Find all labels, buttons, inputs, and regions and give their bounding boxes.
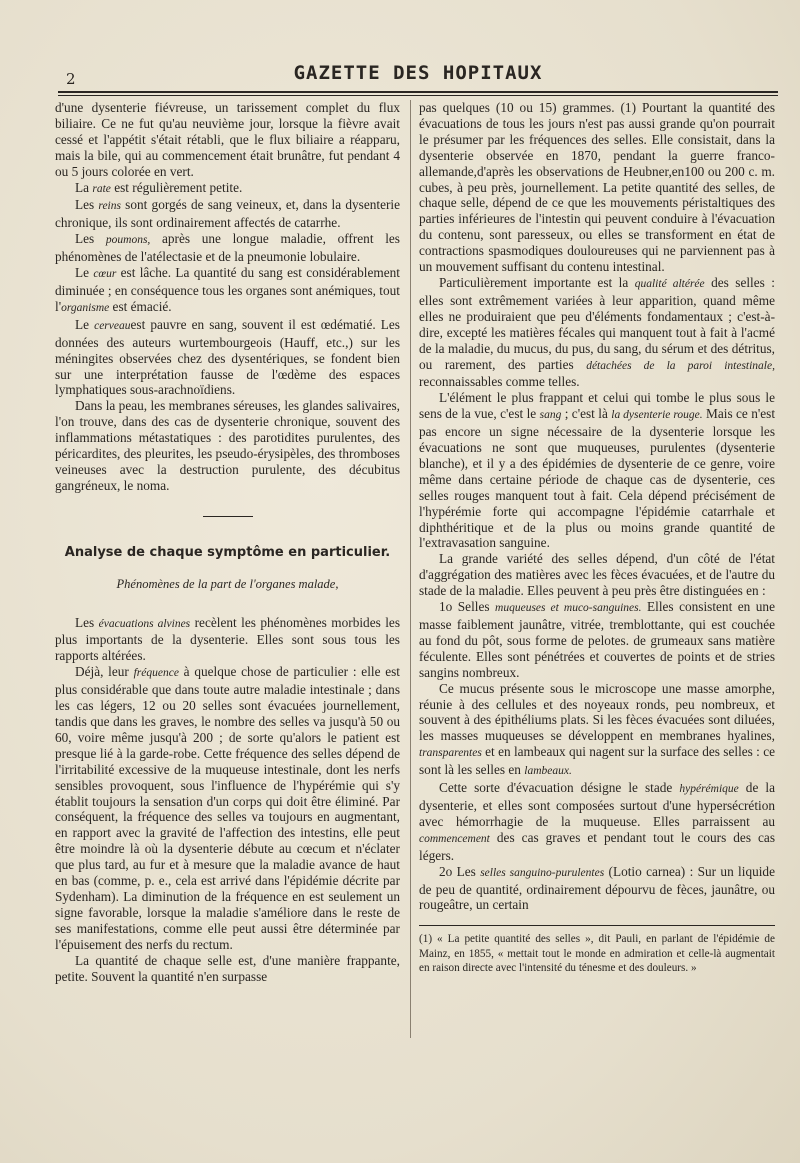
paragraph: La quantité de chaque selle est, d'une manière frappante, petite. Souvent la quantité n'en surpasse	[55, 952, 400, 984]
header-rule-thin	[58, 95, 778, 96]
paragraph: 1o Selles muqueuses et muco-sanguines. Elles consistent en une masse faiblement jaunâtre, vitrée, tremblottante, qui est couchée au fond du pôt, sous forme de pelotes. de grumeaux sans matière féculente. Elles sont pénétrées et couvertes de points et de stries sangins nombreux.	[419, 599, 775, 680]
paragraph: Particulièrement importante est la qualité altérée des selles : elles sont extrêmement variées à leur apparition, quand même elles ne produiraient que peu d'éléments fondamentaux ; c'est-à-dire, excepté les matières fécales qui manquent tout à fait à l'acmé de la maladie, du mucus, du pus, du sang, du sérum et des détritus, ou rarement, des parties détachées de la paroi intestinale, reconnaissables comme telles.	[419, 274, 775, 390]
footnote: (1) « La petite quantité des selles », dit Pauli, en parlant de l'épidémie de Mainz, en 1855, « mettait tout le monde en admiration et celle-là augmentait en raison directe avec l'intensité du ténesme et des douleurs. »	[419, 933, 775, 975]
journal-title: GAZETTE DES HOPITAUX	[293, 62, 543, 84]
page-header	[58, 60, 778, 94]
column-divider	[410, 100, 411, 1038]
paragraph: L'élément le plus frappant et celui qui tombe le plus sous le sens de la vue, c'est le sang ; c'est là la dysenterie rouge. Mais ce n'est pas encore un signe nécessaire de la dysenterie lorsque les évacuations ne sont que muqueuses, purulentes (dysenterie blanche), et il y a des épidémies de dysenterie de ce genre, voire même dans certaine période de chaque cas de dysenterie, ces selles rouges manquent tout à fait. Cela dépend précisément de l'hypérémie forte qui accompagne l'épidémie catarrhale et diphthéritique et de la plus ou moins grande quantité de l'extravasation sanguine.	[419, 390, 776, 551]
left-column	[55, 100, 400, 984]
paragraph: Cette sorte d'évacuation désigne le stade hypérémique de la dysenterie, et elles sont composées surtout d'une hypersécrétion avec hémorrhagie de la muqueuse. Elles parraissent au commencement des cas graves et pendant tout le cours des cas légers.	[419, 780, 776, 863]
paragraph: 2o Les selles sanguino-purulentes (Lotio carnea) : Sur un liquide de peu de quantité, ordinairement dépourvu de fèces, jaunâtre, ou rougeâtre, un certain	[419, 863, 775, 913]
page-number: 2	[66, 70, 76, 88]
paragraph: Ce mucus présente sous le microscope une masse amorphe, réunie à des cellules et des noyeaux ronds, peu nombreux, et souvent à des épithéliums plats. Si les fèces évacuées sont diluées, les masses muqueuses se développent en membranes hyalines, transparentes et en lambeaux qui nagent sur la surface des selles : ce sont là les selles en lambeaux.	[419, 680, 775, 778]
paragraph: Le cœur est lâche. La quantité du sang est considérablement diminuée ; en conséquence tous les organes sont anémiques, tout l'organisme est émacié.	[55, 265, 400, 314]
paragraph: La grande variété des selles dépend, d'un côté de l'état d'aggrégation des matières avec les fèces évacuées, et de l'autre du stade de la maladie. Elles peuvent à peu près être distinguées en :	[419, 551, 775, 599]
section-subtitle: Phénomènes de la part de l'organes malade,	[116, 576, 339, 591]
paragraph: pas quelques (10 ou 15) grammes. (1) Pourtant la quantité des évacuations de tous les jours n'est pas aussi grande qu'on pourrait le présumer par les fréquences des selles. Elle consistait, dans la dysenterie observée en 1870, pendant la guerre franco-allemande,d'après les observations de Heubner,en100 ou 200 c. m. cubes, à peu près, journellement. La petite quantité des selles, de chaque selle, dépend de ce que les mouvements péristaltiques des parties inférieures de l'intestin qui peuvent conduire à l'évacuation du contenu, sont paresseux, ou elles se transforment en état de contractions spasmodiques douloureuses qui ne parviennent pas à un mouvement suffisant du contenu intestinal.	[419, 100, 775, 275]
right-column	[419, 100, 775, 976]
paragraph: La rate est régulièrement petite.	[75, 179, 243, 195]
section-title: Analyse de chaque symptôme en particulier.	[64, 544, 391, 560]
paragraph: Les évacuations alvines recèlent les phénomènes morbides les plus importants de la dysenterie. Elles sont sous tous les rapports altérées.	[55, 614, 400, 664]
paragraph: Déjà, leur fréquence à quelque chose de particulier : elle est plus considérable que dans toute autre maladie intestinale ; dans les cas légers, 12 ou 20 selles sont évacuées journellement, tandis que dans les graves, le nombre des selles va jusqu'à 50 ou 60, voire même jusqu'à 200 ; de sorte qu'alors le patient est presque lié à la garde-robe. Cette fréquence des selles dépend de l'irritabilité excessive de la muqueuse intestinale, dont les nerfs sensibles provoquent, sous l'influence de l'hypérémie qui s'y établit toujours la sensation d'un corps qui doit être éliminé. Par conséquent, la fréquence des selles va toujours en augmentant, en rapport avec la gravité de l'affection des intestins, elle peut être moindre là où la dysenterie débute au cœcum et n'éclater que plus tard, au fur et à mesure que la maladie avance de haut en bas (comme, p. e., cela est arrivé dans l'épidémie décrite par Sydenham). La diminution de la fréquence en est seulement un signe favorable, lorsque la maladie s'améliore dans le reste de ses manifestations, comme elle peut aussi être déterminée par l'épuisement des nerfs du rectum.	[55, 664, 400, 952]
paragraph: d'une dysenterie fiévreuse, un tarissement complet du flux biliaire. Ce ne fut qu'au neuvième jour, lorsque la fièvre avait cessé et l'appétit s'était rétabli, que le flux biliaire a réapparu, mais la bile, qui au commencement était brunâtre, fut pendant 4 ou 5 jours colorée en vert.	[55, 100, 400, 179]
paragraph: Dans la peau, les membranes séreuses, les glandes salivaires, l'on trouve, dans des cas de dysenterie chronique, souvent des inflammations métastatiques : des parotidites purulentes, des péricardites, des pleurites, les pseudo-érysipèles, des thromboses veineuses avec la destruction purulente, des décubitus gangréneux, le noma.	[55, 398, 400, 493]
paragraph: Les reins sont gorgés de sang veineux, et, dans la dysenterie chronique, ils sont ordinairement affectés de catarrhe.	[55, 197, 400, 231]
section-separator	[203, 516, 253, 517]
paragraph: Les poumons, après une longue maladie, offrent les phénomènes de l'atélectasie et de la pneumonie lobulaire.	[55, 231, 400, 265]
footnote-rule	[419, 925, 775, 926]
paragraph: Le cerveauest pauvre en sang, souvent il est œdématié. Les données des auteurs wurtembourgeois (Hauff, etc.,) sur les méningites observées chez des dysentériques, se fondent bien sur une interprétation fausse de l'œdème des espaces lymphatiques sous-arachnoïdiens.	[55, 316, 400, 398]
header-rule-thick	[58, 91, 778, 93]
